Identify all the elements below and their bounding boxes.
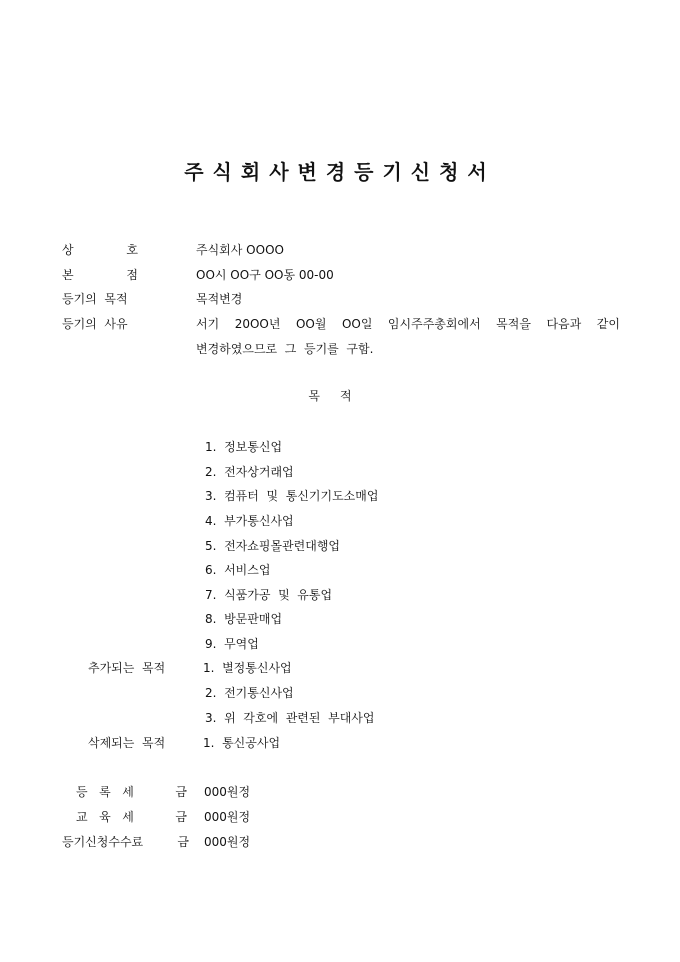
objectives-heading: 목적	[308, 389, 372, 403]
education-tax-label: 교 육 세 금	[76, 810, 187, 824]
registration-reason-line-1: 서기 20OO년 OO월 OO일 임시주주총회에서 목적을 다음과 같이	[196, 317, 620, 331]
company-name-label: 상 호	[62, 243, 138, 257]
list-item: 3. 컴퓨터 및 통신기기도소매업	[205, 489, 379, 503]
registration-purpose-value: 목적변경	[196, 292, 243, 306]
filing-fee-value: 000원정	[204, 835, 251, 849]
list-item: 1. 별정통신사업	[203, 661, 292, 675]
registration-tax-value: 000원정	[204, 785, 251, 799]
list-item: 6. 서비스업	[205, 563, 271, 577]
list-item: 4. 부가통신사업	[205, 514, 294, 528]
registration-reason-label: 등기의 사유	[62, 317, 128, 331]
company-name-value: 주식회사 OOOO	[196, 243, 284, 257]
registration-reason-line-2: 변경하였으므로 그 등기를 구함.	[196, 342, 374, 356]
list-item: 1. 통신공사업	[203, 736, 281, 750]
head-office-label: 본 점	[62, 268, 138, 282]
list-item: 9. 무역업	[205, 637, 259, 651]
list-item: 7. 식품가공 및 유통업	[205, 588, 333, 602]
filing-fee-label: 등기신청수수료 금	[62, 835, 189, 849]
list-item: 5. 전자쇼핑몰관련대행업	[205, 539, 340, 553]
education-tax-value: 000원정	[204, 810, 251, 824]
list-item: 2. 전자상거래업	[205, 465, 294, 479]
registration-tax-label: 등 록 세 금	[76, 785, 187, 799]
document-title: 주식회사변경등기신청서	[184, 160, 496, 184]
list-item: 1. 정보통신업	[205, 440, 283, 454]
added-objectives-label: 추가되는 목적	[88, 661, 166, 675]
deleted-objectives-label: 삭제되는 목적	[88, 736, 166, 750]
head-office-value: OO시 OO구 OO동 00-00	[196, 268, 334, 282]
list-item: 8. 방문판매업	[205, 612, 283, 626]
registration-purpose-label: 등기의 목적	[62, 292, 128, 306]
list-item: 3. 위 각호에 관련된 부대사업	[205, 711, 375, 725]
list-item: 2. 전기통신사업	[205, 686, 294, 700]
